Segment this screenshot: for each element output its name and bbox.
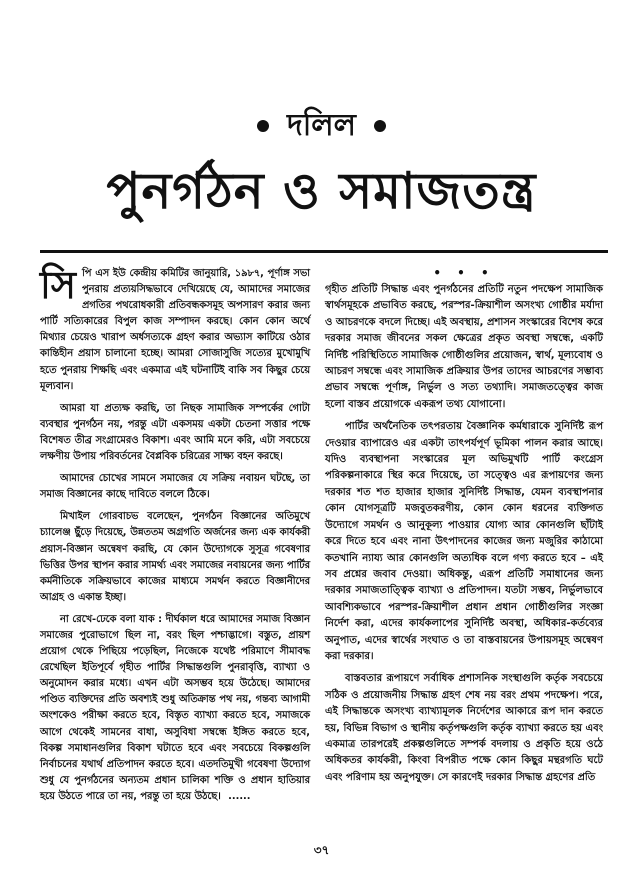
quote-paragraph bbox=[40, 612, 310, 805]
drop-cap: সি bbox=[40, 263, 76, 307]
paragraph: আমাদের চোখের সামনে সমাজের যে সক্রিয় নবায়ন ঘটছে, তা সমাজ বিজ্ঞানের কাছে দাবিতে বললে ঠিকে। bbox=[40, 473, 310, 501]
kicker bbox=[0, 106, 643, 146]
paragraph-text: পি এস ইউ কেন্দ্রীয় কমিটির জানুয়ারি, ১৯৮৭, পূর্ণাঙ্গ সভা পুনরায় প্রত্যয়সিদ্ধভাবে দেখিয়েছে যে, আমাদের সমাজের প্রগতির পথরোধকারী প্রতিবন্ধকসমূহ অপসারণ করার জন্য পার্টি সত্যিকারের বিপুল কাজ সম্পাদন করছে। কোন কোন অর্থে মিথ্যার চেয়েও খারাপ অর্ধসত্যকে গ্রহণ করার অভ্যাস কাটিয়ে ওঠার কান্তিহীন প্রয়াস চালানো হচ্ছে। আমরা সোজাসুজি সত্যের মুখোমুখি হতে পুনরায় শিক্ষছি এবং একমাত্র এই ঘটনাটিই বাকি সব কিছুর চেয়ে মূল্যবান। bbox=[40, 268, 310, 392]
paragraph: আমরা যা প্রত্যক্ষ করছি, তা নিছক সামাজিক সম্পর্কের গোটা ব্যবস্থার পুনর্গঠন নয়, পরন্তু এটা একসময় একটা চেতনা সত্তার পক্ষে বিশেষত তীব্র সংগ্রামেরও বিকাশ। এবং আমি মনে করি, এটা সবচেয়ে লক্ষণীয় উপায় পরিবর্তনের বৈপ্লবিক চরিত্রের সাক্ষ্য বহন করছে। bbox=[40, 402, 310, 463]
paragraph: বাস্তবতার রূপায়ণে সর্বাধিক প্রশাসনিক সংস্থাগুলি কর্তৃক সবচেয়ে সঠিক ও প্রয়োজনীয় সিদ্ধান্ত গ্রহণ শেষ নয় বরং প্রথম পদক্ষেপ। পরে, এই সিদ্ধান্তকে অসংখ্য ব্যাখ্যামূলক নির্দেশের আকারে রূপ দান করতে হয়, বিভিন্ন বিভাগ ও স্থানীয় কর্তৃপক্ষগুলি কর্তৃক ব্যাখ্যা করতে হয় এবং একমাত্র তারপরেই প্রকল্পগুলিতে সম্পর্ক বদলায় ও প্রকৃতি হয়ে ওঠে অধিকতর কার্যকরী, কিংবা বিপরীত পক্ষে কোন কিছুর মন্থরগতি ঘটে এবং পরিণাম হয় অনুপযুক্ত। সে কারণেই দরকার সিদ্ধান্ত গ্রহণের প্রতি bbox=[325, 673, 603, 783]
bullet-dot-icon bbox=[257, 120, 269, 132]
ellipsis: ...... bbox=[228, 790, 251, 802]
left-column bbox=[40, 263, 310, 811]
paragraph: গৃহীত প্রতিটি সিদ্ধান্ত এবং পুনর্গঠনের প্রতিটি নতুন পদক্ষেপ সামাজিক স্বার্থসমূহকে প্রভাবিত করছে, পরস্পর-ক্রিয়াশীল অসংখ্য গোষ্ঠীর মর্যাদা ও আচরণকে বদলে দিচ্ছে। এই অবস্থায়, প্রশাসন সংস্কারের বিশেষ করে দরকার সমাজ জীবনের সকল ক্ষেত্রের প্রকৃত অবস্থা সম্বন্ধে, একটি নির্দিষ্ট পরিস্থিতিতে সামাজিক গোষ্ঠীগুলির প্রয়োজন, স্বার্থ, মূল্যবোধ ও আচরণ সম্বন্ধে এবং সামাজিক প্রক্রিয়ার উপর তাদের আচরণের সম্ভাব্য প্রভাব সম্বন্ধে পূর্ণাঙ্গ, নির্ভুল ও সত্য তথ্যাদি। সমাজতত্ত্বের কাজ হলো বাস্তব প্রয়োগকে একরূপ তথ্য যোগানো। bbox=[325, 284, 603, 410]
paragraph bbox=[40, 263, 310, 395]
section-kicker: দলিল bbox=[286, 108, 357, 143]
page-title: পুনর্গঠন ও সমাজতন্ত্র bbox=[106, 162, 537, 220]
paragraph: মিখাইল গোরবাচভ বলেছেন, পুনর্গঠন বিজ্ঞানের অতিমুখে চ্যালেঞ্জ ছুঁড়ে দিয়েছে, উন্নততম অগ্রগতি অর্জনের জন্য এক কার্যকরী প্রয়াস-বিজ্ঞান অন্বেষণ করছি, যে কোন উদ্যোগকে সুসূত্র গবেষণার ভিত্তির উপর স্থাপন করার সামর্থ্য এবং সমাজের নবায়নের জন্য পার্টির কর্মনীতিকে সক্রিয়ভাবে কাজের মাধ্যমে সমর্থন করতে বিজ্ঞানীদের আগ্রহ ও একান্ত ইচ্ছা। bbox=[40, 511, 310, 603]
paragraph-text: না রেখে-ঢেকে বলা যাক : দীর্ঘকাল ধরে আমাদের সমাজ বিজ্ঞান সমাজের পুরোভাগে ছিল না, বরং ছিল পশ্চাদ্ভাগে। বস্তুত, প্রায়শ প্রয়োগ থেকে পিছিয়ে পড়েছিল, নিজেকে যথেষ্ট পরিমাণে সীমাবদ্ধ রেখেছিল ইতিপূর্বে গৃহীত পার্টির সিদ্ধান্তগুলি পুনরাবৃত্তি, ব্যাখ্যা ও অনুমোদন করার মধ্যে। এখন এটা অসম্ভব হয়ে উঠেছে। আমাদের পণ্ডিত ব্যক্তিদের প্রতি অবশ্যই শুধু অতিক্রান্ত পথ নয়, গন্তব্য আগামী অংশকেও পরীক্ষা করতে হবে, বিস্তৃত ব্যাখ্যা করতে হবে, সমাজকে আগে থেকেই সামনের বাধা, অসুবিধা সম্বন্ধে ইঙ্গিত করতে হবে, বিকল্প সমাধানগুলির বিকাশ ঘটাতে হবে এবং সবচেয়ে বিকল্পগুলি নির্বাচনের যথার্থ প্রতিপাদন করতে হবে। এতদতিমুখী গবেষণা উদ্যোগ শুধু যে পুনর্গঠনের অন্যতম প্রধান চালিকা শক্তি ও প্রধান হাতিয়ার হয়ে উঠতে পারে তা নয়, পরন্তু তা হয়ে উঠছে। bbox=[40, 613, 310, 802]
bullet-dot-icon bbox=[374, 120, 386, 132]
paragraph: পার্টির অর্থনৈতিক তৎপরতায় বৈজ্ঞানিক কর্মধারাকে সুনির্দিষ্ট রূপ দেওয়ার ব্যাপারেও এর একটা তাৎপর্যপূর্ণ ভূমিকা পালন করার আছে। যদিও ব্যবস্থাপনা সংস্কারের মূল অভিমুখটি পার্টি কংগ্রেস পরিকল্পনাকারে স্থির করে দিয়েছে, তা সত্ত্বেও এর রূপায়ণের জন্য দরকার শত শত হাজার হাজার সুনির্দিষ্ট সিদ্ধান্ত, যেমন ব্যবস্থাপনার কোন যোগসূত্রটি মজবুতকরণীয়, কোন কোন ধরনের ব্যক্তিগত উদ্যোগে সমর্থন ও আনুকূল্য পাওয়ার যোগ্য আর কোনগুলি ছাঁটাই করে দিতে হবে এবং নানা উৎপাদনের কাজের জন্য মজুরির কাঠামো কতখানি ন্যায্য আর কোনগুলি অত্যধিক বলে গণ্য করতে হবে – এই সব প্রশ্নের জবাব দেওয়া। অধিকন্তু, এরূপ প্রতিটি সমাধানের জন্য দরকার সমাজতাত্ত্বিক ব্যাখ্যা ও প্রতিপাদন। যতটা সম্ভব, নির্ভুলভাবে আবশ্যিকভাবে পরস্পর-ক্রিয়াশীল প্রধান প্রধান গোষ্ঠীগুলির সংজ্ঞা নির্দেশ করা, এদের কার্যকলাপের সুনির্দিষ্ট অবস্থা, অধিকার-কর্তব্যের অনুপাত, এদের স্বার্থের সংঘাত ও তা বাস্তবায়নের উপায়সমূহ অন্বেষণ করা দরকার। bbox=[325, 421, 603, 662]
page-number: ৩৭ bbox=[313, 843, 330, 857]
section-separator: • • • bbox=[433, 266, 495, 280]
right-column bbox=[325, 266, 603, 792]
title-divider bbox=[40, 250, 608, 253]
